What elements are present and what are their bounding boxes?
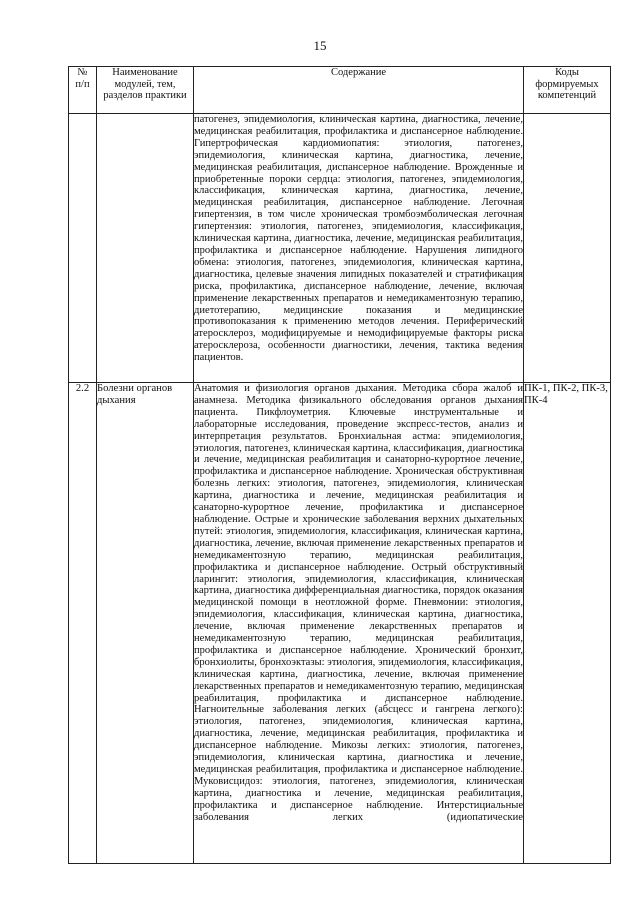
header-module: [97, 67, 194, 114]
table-header-row: [69, 67, 611, 114]
row-module-cell: [97, 114, 194, 383]
table-row: [69, 114, 611, 383]
row-module-cell: Болезни органов дыхания: [97, 383, 194, 864]
header-codes-text: Коды формируемых компетенций: [535, 67, 599, 101]
header-content: [194, 67, 524, 114]
row-codes-cell: ПК-1, ПК-2, ПК-3, ПК-4: [524, 383, 611, 864]
header-codes: [524, 67, 611, 114]
curriculum-table: [68, 66, 611, 864]
row-content-cell: [194, 383, 524, 864]
row-content-text: Анатомия и физиология органов дыхания. Методика сбора жалоб и анамнеза. Методика физикального обследования органов дыхания пациента. Пикфлоуметрия. Ключевые инструментальные и лабораторные исследования, проведение экспресс-тестов, анализ и интерпретация результатов. Бронхиальная астма: эпидемиология, этиология, патогенез, клиническая картина, классификация, диагностика и лечение, медицинская реабилитация и санаторно-курортное лечение, профилактика и диспансерное наблюдение. Хроническая обструктивная болезнь легких: этиология, патогенез, эпидемиология, клиническая картина, диагностика и лечение, медицинская реабилитация и санаторно-курортное лечение, профилактика и диспансерное наблюдение. Острые и хронические заболевания верхних дыхательных путей: этиология, эпидемиология, классификация, клиническая картина, диагностика, лечение, включая применение лекарственных препаратов и немедикаментозную терапию, медицинская реабилитация, профилактика и диспансерное наблюдение. Острый обструктивный ларингит: этиология, эпидемиология, классификация, клиническая картина, диагностика дифференциальная диагностика, порядок оказания медицинской помощи в неотложной форме. Пневмонии: этиология, эпидемиология, классификация, клиническая картина, диагностика, лечение, включая применение лекарственных препаратов и немедикаментозную терапию, медицинская реабилитация, профилактика и диспансерное наблюдение. Хронический бронхит, бронхиолиты, бронхоэктазы: этиология, эпидемиология, классификация, клиническая картина, диагностика, лечение, включая применение лекарственных препаратов и немедикаментозную терапию, медицинская реабилитация, профилактика и диспансерное наблюдение. Нагноительные заболевания легких (абсцесс и гангрена легкого): этиология, патогенез, эпидемиология, клиническая картина, диагностика, лечение, медицинская реабилитация, профилактика и диспансерное наблюдение. Микозы легких: этиология, патогенез, эпидемиология, клиническая картина, диагностика и лечение, медицинская реабилитация, профилактика и диспансерное наблюдение. Муковисцидоз: этиология, патогенез, эпидемиология, клиническая картина, диагностика и лечение, медицинская реабилитация, профилактика и диспансерное наблюдение. Интерстициальные заболевания легких (идиопатические: [194, 383, 523, 823]
header-number-text: № п/п: [75, 67, 90, 90]
page-number: 15: [313, 38, 327, 53]
header-number: [69, 67, 97, 114]
row-content-text: патогенез, эпидемиология, клиническая картина, диагностика, лечение, медицинская реабилитация, профилактика и диспансерное наблюдение. Гипертрофическая кардиомиопатия: этиология, патогенез, эпидемиология, клиническая картина, диагностика, лечение, медицинская реабилитация, диспансерное наблюдение. Врожденные и приобретенные пороки сердца: этиология, патогенез, эпидемиология, классификация, клиническая картина, диагностика, лечение, медицинская реабилитация, диспансерное наблюдение. Легочная гипертензия, в том числе хроническая тромбоэмболическая легочная гипертензия: этиология, патогенез, эпидемиология, классификация, клиническая картина, диагностика, лечение, медицинская реабилитация, профилактика и диспансерное наблюдение. Нарушения липидного обмена: этиология, патогенез, эпидемиология, клиническая картина, диагностика, целевые значения липидных показателей и стратификация риска, профилактика, диспансерное наблюдение, лечение, включая применение лекарственных препаратов и немедикаментозную терапию, диетотерапию, медицинские показания и медицинские противопоказания к применению методов лечения. Периферический атеросклероз, модифицируемые и немодифицируемые факторы риска атеросклероза, особенности диагностики, лечения, тактика ведения пациентов.: [194, 114, 523, 364]
row-content-cell: [194, 114, 524, 383]
header-module-text: Наименование модулей, тем, разделов практики: [103, 67, 187, 101]
row-number-cell: 2.2: [69, 383, 97, 864]
row-number-cell: [69, 114, 97, 383]
row-codes-cell: [524, 114, 611, 383]
table-row: [69, 383, 611, 864]
header-content-text: Содержание: [330, 67, 387, 78]
